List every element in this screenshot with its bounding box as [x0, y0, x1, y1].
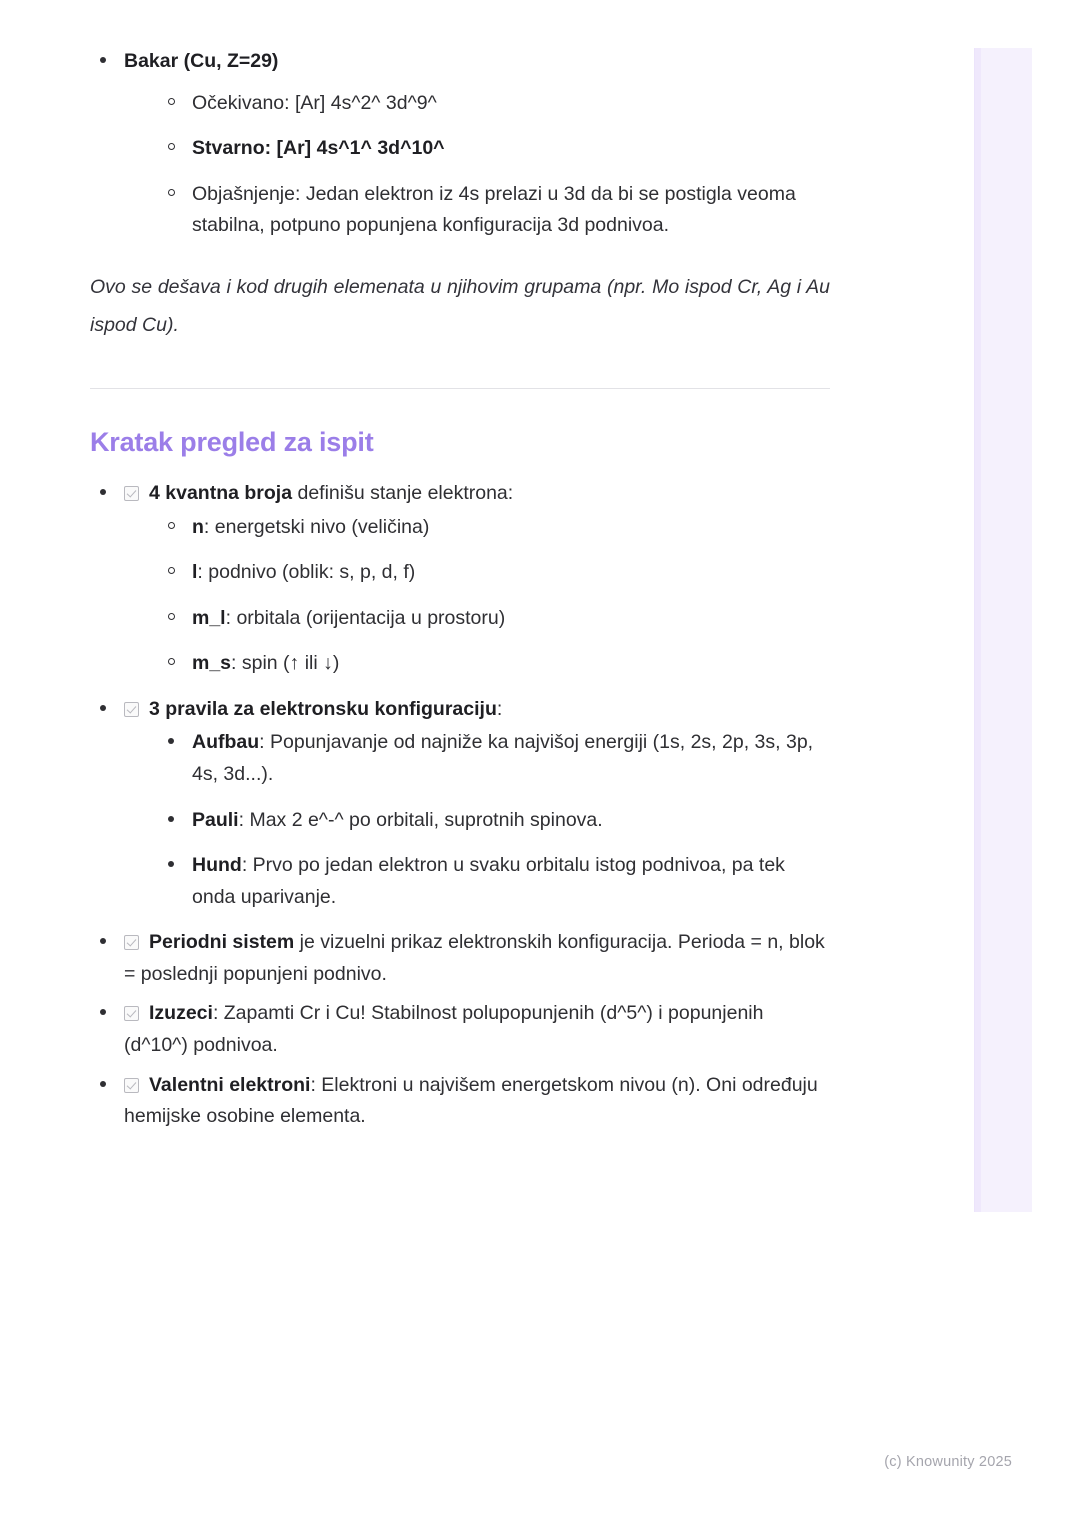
- page-title: Kratak pregled za ispit: [90, 426, 374, 457]
- actual-config-label: Stvarno: [192, 137, 265, 160]
- quantum-number-sublist: [158, 512, 830, 680]
- bullet-icon: [168, 738, 174, 744]
- review-block-exceptions: [90, 998, 830, 1061]
- checkbox-icon[interactable]: [124, 1006, 139, 1021]
- item-rest: : Max 2 e^-^ po orbitali, suprotnih spinova.: [238, 808, 603, 831]
- list-item: [158, 88, 830, 120]
- explanation-text: Jedan elektron iz 4s prelazi u 3d da bi se postigla veoma stabilna, potpuno popunjena konfiguracija 3d podnivoa.: [192, 182, 796, 237]
- section-divider: [90, 388, 830, 389]
- bullet-circle-icon: [168, 98, 175, 105]
- list-item: [158, 557, 830, 589]
- copper-heading-item: [90, 46, 830, 242]
- item-bold: Aufbau: [192, 731, 260, 754]
- review-lead-rest: : Zapamti Cr i Cu! Stabilnost polupopunjenih (d^5^) i popunjenih (d^10^) podnivoa.: [124, 1002, 764, 1057]
- item-rest: : Prvo po jedan elektron u svaku orbitalu istog podnivoa, pa tek onda uparivanje.: [192, 854, 785, 908]
- explanation-label: Objašnjenje:: [192, 182, 306, 205]
- review-lead-rest: : Elektroni u najvišem energetskom nivou (n). Oni određuju hemijske osobine elementa.: [124, 1073, 818, 1128]
- bullet-icon: [168, 861, 174, 867]
- bullet-icon: [168, 816, 174, 822]
- review-block-quantum-numbers: [90, 478, 830, 680]
- review-lead-bold: 4 kvantna broja: [149, 481, 293, 504]
- bullet-circle-icon: [168, 567, 175, 574]
- actual-config-value: : [Ar] 4s^1^ 3d^10^: [264, 137, 445, 160]
- review-lead-rest: :: [496, 697, 503, 720]
- checkbox-icon[interactable]: [124, 935, 139, 950]
- bullet-circle-icon: [168, 658, 175, 665]
- bullet-circle-icon: [168, 189, 175, 196]
- review-lead-rest: definišu stanje elektrona:: [292, 481, 514, 504]
- item-bold: n: [192, 515, 204, 538]
- review-list: [90, 478, 830, 1133]
- list-item: [158, 179, 830, 242]
- item-rest: : orbitala (orijentacija u prostoru): [225, 606, 506, 629]
- review-block-periodic-table: [90, 927, 830, 990]
- item-rest: : energetski nivo (veličina): [203, 515, 430, 538]
- review-lead-bold: 3 pravila za elektronsku konfiguraciju: [149, 697, 497, 720]
- checkbox-icon[interactable]: [124, 1078, 139, 1093]
- list-item: [158, 648, 830, 680]
- review-lead-bold: Periodni sistem: [149, 931, 295, 954]
- copper-sublist: [158, 88, 830, 242]
- bullet-circle-icon: [168, 522, 175, 529]
- list-item: [158, 727, 830, 790]
- copper-heading: Bakar (Cu, Z=29): [124, 50, 279, 72]
- bullet-circle-icon: [168, 143, 175, 150]
- item-bold: l: [192, 561, 198, 584]
- review-lead-bold: Izuzeci: [149, 1002, 213, 1025]
- expected-config-value: [Ar] 4s^2^ 3d^9^: [294, 91, 437, 114]
- list-item: [158, 850, 830, 913]
- review-block-rules: [90, 694, 830, 913]
- list-item: [158, 603, 830, 635]
- checkbox-icon[interactable]: [124, 702, 139, 717]
- expected-config-label: Očekivano:: [192, 91, 295, 114]
- bullet-circle-icon: [168, 613, 175, 620]
- copyright-footer: (c) Knowunity 2025: [884, 1454, 1012, 1470]
- list-item: [158, 805, 830, 837]
- rules-sublist: [158, 727, 830, 913]
- bullet-icon: [100, 938, 106, 944]
- italic-note: Ovo se dešava i kod drugih elemenata u njihovim grupama (npr. Mo ispod Cr, Ag i Au ispod Cu).: [90, 275, 830, 336]
- bullet-icon: [100, 57, 106, 63]
- copper-section: [90, 46, 830, 242]
- item-bold: Pauli: [192, 808, 239, 831]
- bullet-icon: [100, 489, 106, 495]
- bullet-icon: [100, 1081, 106, 1087]
- review-block-valence-electrons: [90, 1070, 830, 1133]
- checkbox-icon[interactable]: [124, 486, 139, 501]
- item-bold: Hund: [192, 854, 242, 877]
- bullet-icon: [100, 705, 106, 711]
- item-rest: : Popunjavanje od najniže ka najvišoj energiji (1s, 2s, 2p, 3s, 3p, 4s, 3d...).: [192, 731, 814, 785]
- list-item: [158, 512, 830, 544]
- bullet-icon: [100, 1009, 106, 1015]
- item-bold: m_s: [192, 652, 232, 675]
- item-rest: : podnivo (oblik: s, p, d, f): [197, 561, 416, 584]
- item-rest: : spin (↑ ili ↓): [231, 652, 340, 675]
- review-lead-bold: Valentni elektroni: [149, 1073, 311, 1096]
- item-bold: m_l: [192, 606, 226, 629]
- list-item: [158, 133, 830, 165]
- review-lead-rest: je vizuelni prikaz elektronskih konfiguracija. Perioda = n, blok = poslednji popunjeni podnivo.: [124, 931, 825, 985]
